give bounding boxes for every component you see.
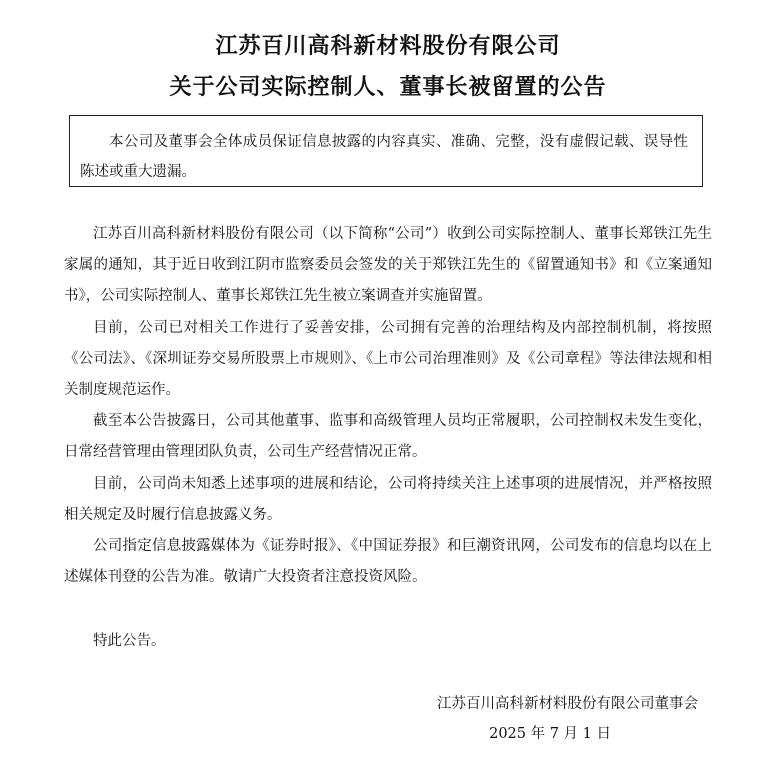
announcement-date: 2025 年 7 月 1 日 [489,726,611,742]
paragraph-2: 目前，公司已对相关工作进行了妥善安排，公司拥有完善的治理结构及内部控制机制，将按照《公司法》、《深圳证券交易所股票上市规则》、《上市公司治理准则》及《公司章程》等法律法规和相关制度规范运作。 [64,319,712,399]
paragraph-3: 截至本公告披露日，公司其他董事、监事和高级管理人员均正常履职，公司控制权未发生变化，日常经营管理由管理团队负责，公司生产经营情况正常。 [64,413,712,461]
paragraph-4: 目前，公司尚未知悉上述事项的进展和结论，公司将持续关注上述事项的进展情况，并严格按照相关规定及时履行信息披露义务。 [64,475,712,523]
paragraph-1: 江苏百川高科新材料股份有限公司（以下简称“公司”）收到公司实际控制人、董事长郑铁江先生家属的通知，其于近日收到江阴市监察委员会签发的关于郑铁江先生的《留置通知书》和《立案通知书》，公司实际控制人、董事长郑铁江先生被立案调查并实施留置。 [64,226,712,305]
signer-board: 江苏百川高科新材料股份有限公司董事会 [437,696,698,712]
announcement-body [64,219,712,593]
document-subtitle: 关于公司实际控制人、董事长被留置的公告 [169,75,607,100]
paragraph-5: 公司指定信息披露媒体为《证券时报》、《中国证券报》和巨潮资讯网，公司发布的信息均以在上述媒体刊登的公告为准。敬请广大投资者注意投资风险。 [64,538,712,586]
document-title: 江苏百川高科新材料股份有限公司 [215,34,561,59]
disclosure-notice-box: 本公司及董事会全体成员保证信息披露的内容真实、准确、完整，没有虚假记载、误导性陈述或重大遗漏。 [69,115,703,187]
closing-statement: 特此公告。 [93,633,166,649]
